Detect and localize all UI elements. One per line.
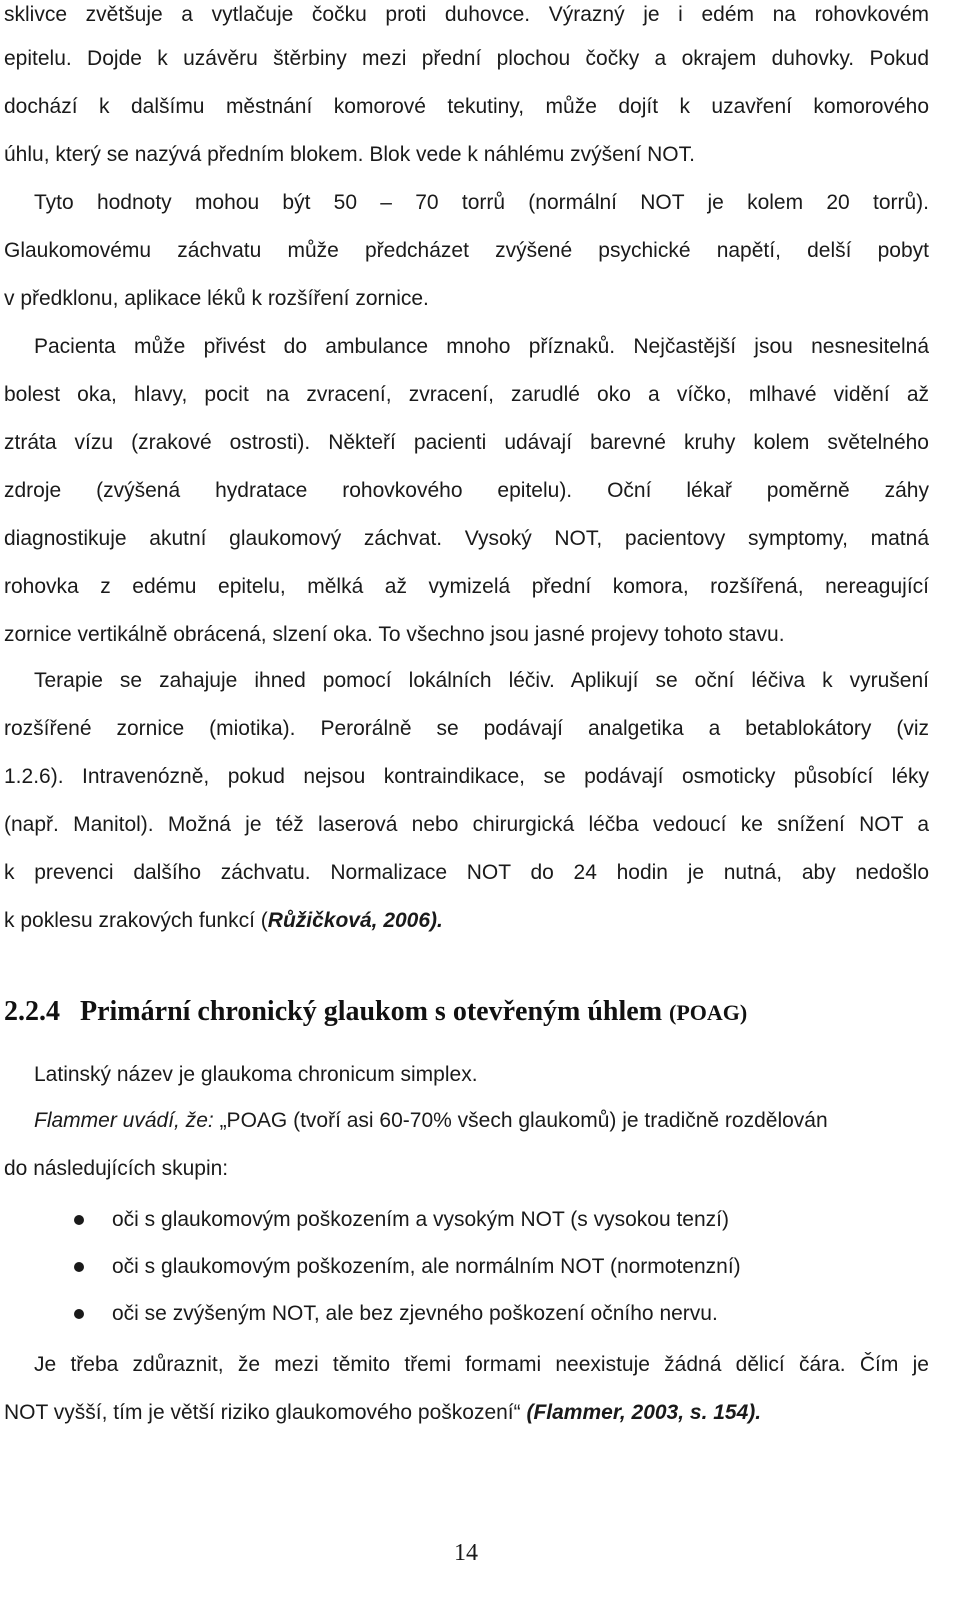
text-line-body: k poklesu zrakových funkcí (: [4, 909, 268, 932]
text-line: epitelu. Dojde k uzávěru štěrbiny mezi přední plochou čočky a okrajem duhovky. Pokud: [4, 47, 929, 70]
author-lead: Flammer uvádí, že:: [34, 1109, 220, 1132]
text-line: 1.2.6). Intravenózně, pokud nejsou kontraindikace, se podávají osmoticky působící léky: [4, 765, 929, 788]
page-number: 14: [454, 1540, 478, 1566]
bullet-icon: [74, 1309, 84, 1319]
text-line-body: NOT vyšší, tím je větší riziko glaukomového poškození“: [4, 1401, 527, 1424]
citation: Růžičková, 2006).: [267, 909, 443, 932]
text-line: úhlu, který se nazývá předním blokem. Blok vede k náhlému zvýšení NOT.: [4, 143, 695, 166]
text-line: rozšířené zornice (miotika). Perorálně se podávají analgetika a betablokátory (viz: [4, 717, 929, 740]
list-item: oči s glaukomovým poškozením, ale normálním NOT (normotenzní): [112, 1255, 741, 1278]
text-line: zdroje (zvýšená hydratace rohovkového epitelu). Oční lékař poměrně záhy: [4, 479, 929, 502]
text-line: dochází k dalšímu městnání komorové tekutiny, může dojít k uzavření komorového: [4, 95, 929, 118]
text-line: bolest oka, hlavy, pocit na zvracení, zvracení, zarudlé oko a víčko, mlhavé vidění až: [4, 383, 929, 406]
text-line: Pacienta může přivést do ambulance mnoho příznaků. Nejčastější jsou nesnesitelná: [34, 335, 929, 358]
list-item: oči s glaukomovým poškozením a vysokým NOT (s vysokou tenzí): [112, 1208, 729, 1231]
text-line: Terapie se zahajuje ihned pomocí lokálních léčiv. Aplikují se oční léčiva k vyrušení: [34, 669, 929, 692]
text-line: Glaukomovému záchvatu může předcházet zvýšené psychické napětí, delší pobyt: [4, 239, 929, 262]
bullet-icon: [74, 1215, 84, 1225]
section-number: 2.2.4: [4, 996, 60, 1027]
section-title: Primární chronický glaukom s otevřeným úhlem: [80, 996, 663, 1027]
text-line: (např. Manitol). Možná je též laserová nebo chirurgická léčba vedoucí ke snížení NOT a: [4, 813, 929, 836]
text-line: diagnostikuje akutní glaukomový záchvat. Vysoký NOT, pacientovy symptomy, matná: [4, 527, 929, 550]
text-line: do následujících skupin:: [4, 1157, 229, 1180]
text-line: Latinský název je glaukoma chronicum simplex.: [34, 1063, 478, 1086]
text-line: rohovka z edému epitelu, mělká až vymizelá přední komora, rozšířená, nereagující: [4, 575, 929, 598]
bullet-icon: [74, 1262, 84, 1272]
text-line: ztráta vízu (zrakové ostrosti). Někteří pacienti udávají barevné kruhy kolem světelného: [4, 431, 929, 454]
quote-start: „POAG (tvoří asi 60-70% všech glaukomů) je tradičně rozdělován: [219, 1109, 828, 1132]
citation: (Flammer, 2003, s. 154).: [526, 1401, 762, 1424]
text-line: [4, 906, 929, 936]
section-abbr: (POAG): [669, 1000, 748, 1025]
text-line: k prevenci dalšího záchvatu. Normalizace NOT do 24 hodin je nutná, aby nedošlo: [4, 861, 929, 884]
list-item: oči se zvýšeným NOT, ale bez zjevného poškození očního nervu.: [112, 1302, 718, 1325]
text-line: [4, 1398, 929, 1428]
text-line: [34, 1106, 929, 1136]
text-line: sklivce zvětšuje a vytlačuje čočku proti duhovce. Výrazný je i edém na rohovkovém: [4, 3, 929, 26]
text-line: Tyto hodnoty mohou být 50 – 70 torrů (normální NOT je kolem 20 torrů).: [34, 191, 929, 214]
text-line: Je třeba zdůraznit, že mezi těmito třemi formami neexistuje žádná dělicí čára. Čím je: [34, 1353, 929, 1376]
text-line: v předklonu, aplikace léků k rozšíření zornice.: [4, 287, 429, 310]
text-line: zornice vertikálně obrácená, slzení oka. To všechno jsou jasné projevy tohoto stavu.: [4, 623, 785, 646]
section-heading: [4, 994, 747, 1030]
